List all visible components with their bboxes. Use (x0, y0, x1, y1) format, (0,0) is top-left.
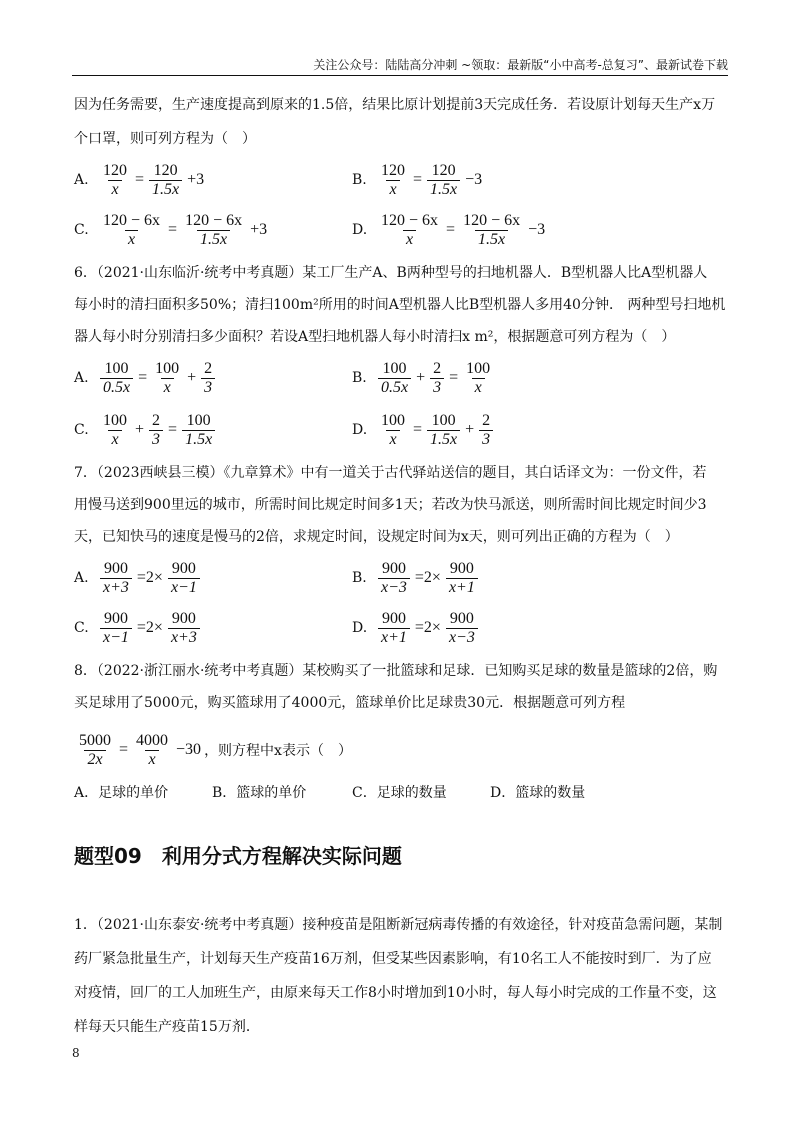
fraction: $\frac{2}{3}$ (149, 412, 163, 449)
q7-option-a[interactable] (74, 556, 202, 600)
q1-line-2: 药厂紧急批量生产，计划每天生产疫苗16万剂，但受某些因素影响，有10名工人不能按时到厂．为了应 (74, 951, 712, 967)
option-label: D. (352, 620, 368, 636)
option-label: D. (352, 422, 368, 438)
q7-option-b[interactable] (352, 556, 480, 600)
header-rule (72, 75, 728, 76)
q5-option-d[interactable]: D. $\frac{120 - 6x}{x}$ = $\frac{120 - 6x}{1.5x}$ −3 (352, 211, 546, 248)
operator: = (413, 421, 423, 438)
option-label: A. (74, 370, 89, 386)
q1-line-1: 1．（2021·山东泰安·统考中考真题）接种疫苗是阻断新冠病毒传播的有效途径，针对疫苗急需问题，某制 (74, 917, 723, 933)
option-label: C. (74, 620, 89, 636)
fraction: $\frac{100}{1.5x}$ (427, 412, 460, 449)
q5-line-2: 个口罩，则可列方程为（ ） (74, 131, 256, 147)
option-label: C. (74, 422, 89, 438)
q6-line-2: 每小时的清扫面积多50%；清扫100m²所用的时间A型机器人比B型机器人多用40分钟． 两种型号扫地机 (74, 297, 726, 313)
option-label: B. (352, 370, 367, 386)
fraction: $\frac{100}{x}$ (103, 411, 127, 448)
option-label: B. (352, 570, 367, 586)
q6-option-a[interactable] (74, 356, 217, 400)
fraction: $\frac{100}{1.5x}$ (182, 412, 215, 449)
operator: = (449, 369, 459, 386)
fraction: $\frac{100}{x}$ (466, 359, 491, 396)
operator: =2× (414, 569, 441, 586)
q6-option-c[interactable] (74, 408, 217, 452)
q5-option-c[interactable]: C. $\frac{120 - 6x}{x}$ = $\frac{120 - 6x}{1.5x}$ +3 (74, 211, 268, 248)
fraction: $\frac{900}{x+3}$ (100, 560, 132, 597)
q8-choice-d[interactable]: D．篮球的数量 (490, 785, 586, 801)
fraction: $\frac{2}{3}$ (479, 412, 493, 449)
q7-option-c[interactable] (74, 606, 202, 650)
q1-line-3: 对疫情，回厂的工人加班生产，由原来每天工作8小时增加到10小时，每人每小时完成的工作量不变，这 (74, 985, 717, 1001)
q8-line-1: 8．（2022·浙江丽水·统考中考真题）某校购买了一批篮球和足球．已知购买足球的数量是篮球的2倍，购 (74, 663, 718, 679)
q6-option-b[interactable] (352, 356, 495, 400)
operator: = (138, 369, 148, 386)
fraction: $\frac{2}{3}$ (201, 360, 215, 397)
q8-line-2: 买足球用了5000元，购买篮球用了4000元，篮球单价比足球贵30元．根据题意可列方程 (74, 695, 626, 711)
operator: + (187, 369, 197, 386)
q7-option-d[interactable] (352, 606, 480, 650)
q6-line-3: 器人每小时分别清扫多少面积？若设A型扫地机器人每小时清扫x m²，根据题意可列方程为（ ） (74, 329, 676, 345)
fraction: $\frac{900}{x+3}$ (168, 610, 200, 647)
operator: = (168, 421, 178, 438)
operator: + (135, 421, 145, 438)
operator: =2× (136, 619, 163, 636)
operator: =2× (414, 619, 441, 636)
operator: + (465, 421, 475, 438)
operator: =2× (136, 569, 163, 586)
q7-line-3: 天，已知快马的速度是慢马的2倍，求规定时间，设规定时间为x天，则可列出正确的方程为（ ） (74, 529, 679, 545)
page-header: 关注公众号：陆陆高分冲刺 ~领取：最新版“小中高考-总复习”、最新试卷下载 (313, 58, 728, 72)
operator: + (416, 369, 426, 386)
q7-line-2: 用慢马送到900里远的城市，所需时间比规定时间多1天；若改为快马派送，则所需时间比规定时间少3 (74, 497, 707, 513)
fraction: $\frac{2}{3}$ (430, 360, 444, 397)
option-label: A. (74, 570, 89, 586)
fraction: $\frac{900}{x-1}$ (168, 560, 200, 597)
q5-option-a[interactable]: A. $\frac{120}{x}$ = $\frac{120}{1.5x}$ +3 (74, 161, 205, 198)
q5-line-1: 因为任务需要，生产速度提高到原来的1.5倍，结果比原计划提前3天完成任务．若设原计划每天生产x万 (74, 97, 716, 113)
fraction: $\frac{900}{x-3}$ (446, 610, 478, 647)
fraction: $\frac{900}{x+1}$ (446, 560, 478, 597)
fraction: $\frac{900}{x-3}$ (378, 560, 410, 597)
q8-equation: $\frac{5000}{2x}$ = $\frac{4000}{x}$ −30 ，则方程中x表示（ ） (79, 731, 352, 768)
fraction: $\frac{900}{x+1}$ (378, 610, 410, 647)
q8-choice-c[interactable]: C．足球的数量 (352, 785, 447, 801)
q5-option-b[interactable]: B. $\frac{120}{x}$ = $\frac{120}{1.5x}$ −3 (352, 161, 483, 198)
q8-choice-a[interactable]: A．足球的单价 (74, 785, 169, 801)
q6-line-1: 6．（2021·山东临沂·统考中考真题）某工厂生产A、B两种型号的扫地机器人．B型机器人比A型机器人 (74, 265, 708, 281)
fraction: $\frac{100}{x}$ (381, 411, 405, 448)
section-title: 题型09 利用分式方程解决实际问题 (74, 844, 402, 868)
q1-line-4: 样每天只能生产疫苗15万剂． (74, 1019, 260, 1035)
page-number: 8 (72, 1046, 80, 1060)
q7-line-1: 7．（2023西峡县三模）《九章算术》中有一道关于古代驿站送信的题目，其白话译文为：一份文件，若 (74, 465, 707, 481)
fraction: $\frac{100}{0.5x}$ (100, 360, 133, 397)
fraction: $\frac{100}{x}$ (155, 359, 180, 396)
q8-choice-b[interactable]: B．篮球的单价 (212, 785, 307, 801)
q6-option-d[interactable] (352, 408, 495, 452)
fraction: $\frac{100}{0.5x}$ (378, 360, 411, 397)
fraction: $\frac{900}{x-1}$ (100, 610, 132, 647)
